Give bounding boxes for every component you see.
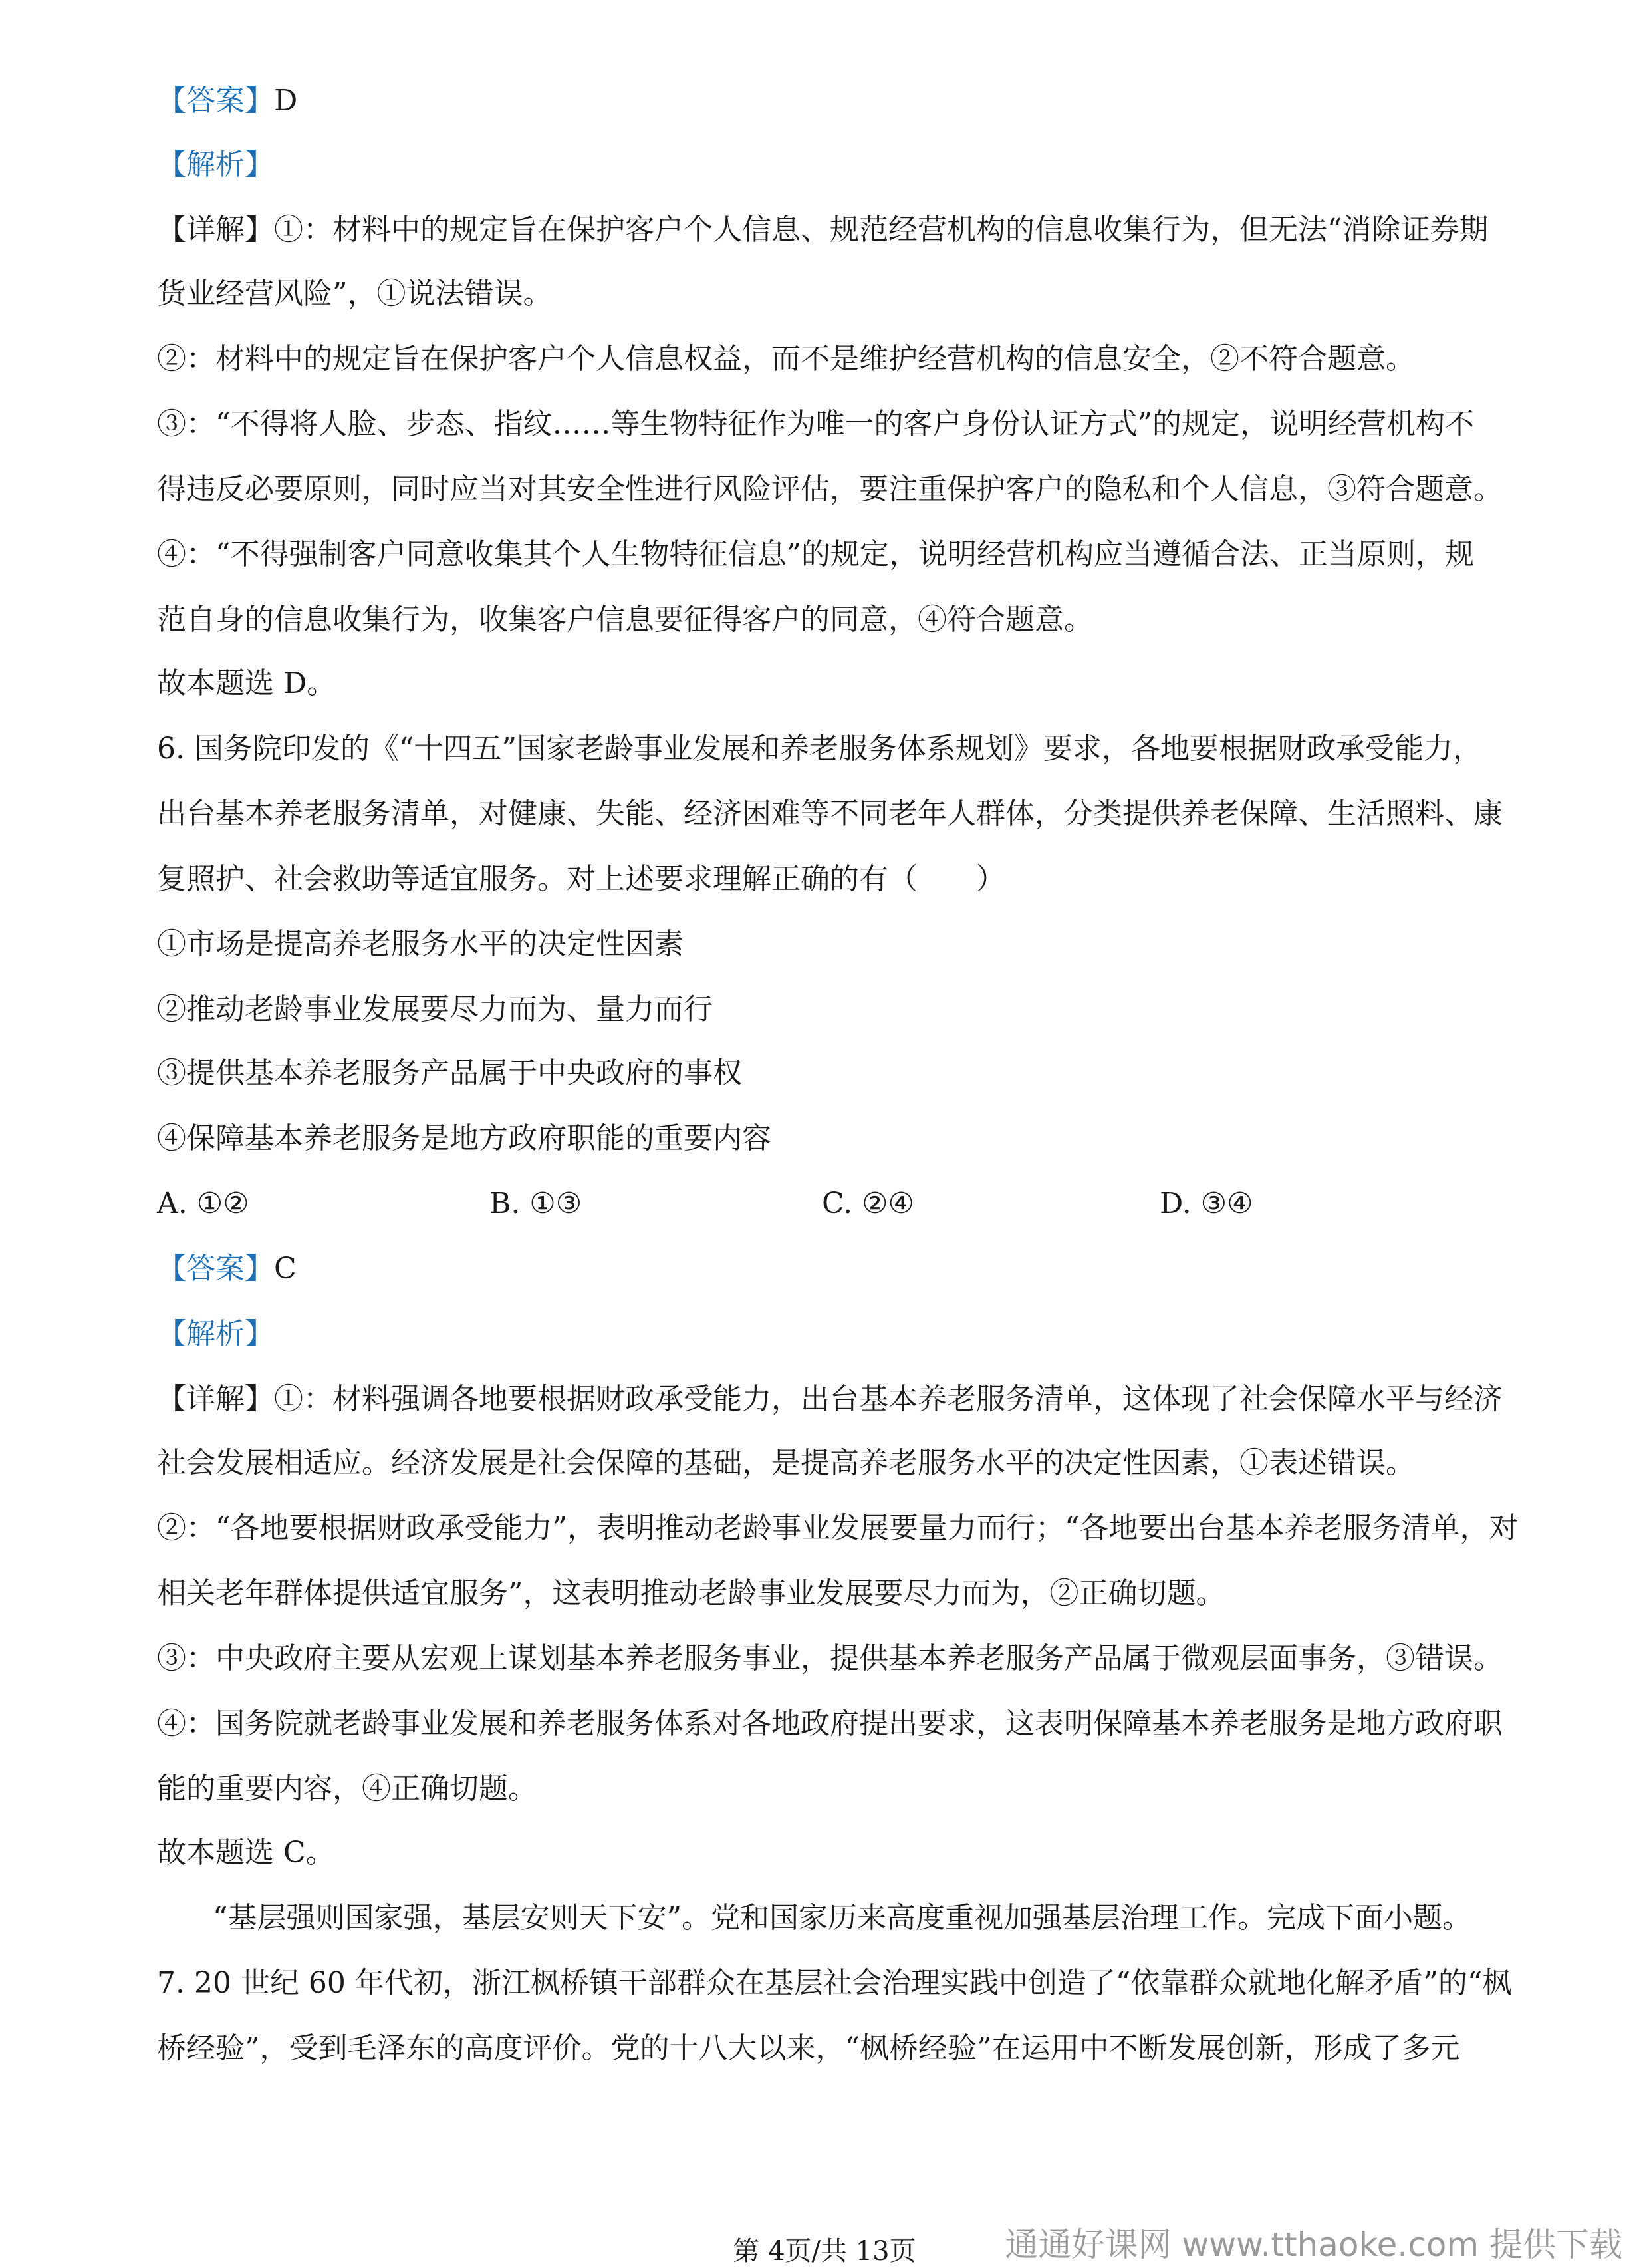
question-7-line: 桥经验”，受到毛泽东的高度评价。党的十八大以来，“枫桥经验”在运用中不断发展创新，形成了多元	[157, 2031, 1460, 2065]
question-6-line: 出台基本养老服务清单，对健康、失能、经济困难等不同老年人群体，分类提供养老保障、生活照料、康	[157, 797, 1503, 831]
question-6-line: 复照护、社会救助等适宜服务。对上述要求理解正确的有（ ）	[157, 862, 1005, 896]
option-d: D. ③④	[1160, 1187, 1253, 1220]
detail-line: 【详解】①：材料强调各地要根据财政承受能力，出台基本养老服务清单，这体现了社会保障水平与经济	[157, 1382, 1503, 1416]
detail-line: 【详解】①：材料中的规定旨在保护客户个人信息、规范经营机构的信息收集行为，但无法“消除证券期	[157, 213, 1489, 247]
page-number: 第 4页/共 13页	[733, 2236, 916, 2267]
question-7-line: 7. 20 世纪 60 年代初，浙江枫桥镇干部群众在基层社会治理实践中创造了“依靠群众就地化解矛盾”的“枫	[157, 1966, 1512, 2000]
analysis-tag: 【解析】	[157, 1317, 274, 1351]
detail-line: 范自身的信息收集行为，收集客户信息要征得客户的同意，④符合题意。	[157, 603, 1093, 637]
question-6-line: 6. 国务院印发的《“十四五”国家老龄事业发展和养老服务体系规划》要求，各地要根据财政承受能力，	[157, 732, 1482, 766]
detail-line: ③：“不得将人脸、步态、指纹……等生物特征作为唯一的客户身份认证方式”的规定，说明经营机构不	[157, 407, 1474, 441]
option-c: C. ②④	[822, 1187, 914, 1220]
detail-line: ③：中央政府主要从宏观上谋划基本养老服务事业，提供基本养老服务产品属于微观层面事务，③错误。	[157, 1641, 1503, 1675]
answer-line-q5: 【答案】D	[157, 84, 298, 118]
statement-2: ②推动老龄事业发展要尽力而为、量力而行	[157, 992, 713, 1026]
material-intro: “基层强则国家强，基层安则天下安”。党和国家历来高度重视加强基层治理工作。完成下面小题。	[213, 1901, 1471, 1935]
detail-line: 社会发展相适应。经济发展是社会保障的基础，是提高养老服务水平的决定性因素，①表述错误。	[157, 1446, 1415, 1480]
detail-line: 货业经营风险”，①说法错误。	[157, 277, 553, 311]
detail-line: 相关老年群体提供适宜服务”，这表明推动老龄事业发展要尽力而为，②正确切题。	[157, 1576, 1225, 1610]
option-a: A. ①②	[157, 1187, 249, 1220]
answer-tag: 【答案】	[157, 1252, 274, 1286]
conclusion-line: 故本题选 C。	[157, 1836, 335, 1870]
statement-4: ④保障基本养老服务是地方政府职能的重要内容	[157, 1121, 771, 1155]
detail-line: ②：材料中的规定旨在保护客户个人信息权益，而不是维护经营机构的信息安全，②不符合题意。	[157, 342, 1415, 376]
detail-line: ④：“不得强制客户同意收集其个人生物特征信息”的规定，说明经营机构应当遵循合法、正当原则，规	[157, 537, 1474, 571]
detail-line: ②：“各地要根据财政承受能力”，表明推动老龄事业发展要量力而行；“各地要出台基本养老服务清单，对	[157, 1511, 1519, 1545]
detail-line: 能的重要内容，④正确切题。	[157, 1772, 537, 1806]
detail-line: ④：国务院就老龄事业发展和养老服务体系对各地政府提出要求，这表明保障基本养老服务是地方政府职	[157, 1707, 1503, 1741]
analysis-tag-line-q5	[157, 145, 1507, 185]
detail-line: 得违反必要原则，同时应当对其安全性进行风险评估，要注重保护客户的隐私和个人信息，③符合题意。	[157, 472, 1503, 506]
conclusion-line: 故本题选 D。	[157, 666, 336, 700]
answer-tag: 【答案】	[157, 84, 274, 118]
option-b: B. ①③	[489, 1187, 582, 1220]
analysis-tag: 【解析】	[157, 148, 274, 182]
answer-line-q6: 【答案】C	[157, 1252, 297, 1286]
statement-3: ③提供基本养老服务产品属于中央政府的事权	[157, 1056, 742, 1090]
analysis-tag-line-q6	[157, 1314, 1507, 1354]
watermark: 通通好课网 www.tthaoke.com 提供下载	[1005, 2225, 1622, 2264]
statement-1: ①市场是提高养老服务水平的决定性因素	[157, 927, 684, 961]
